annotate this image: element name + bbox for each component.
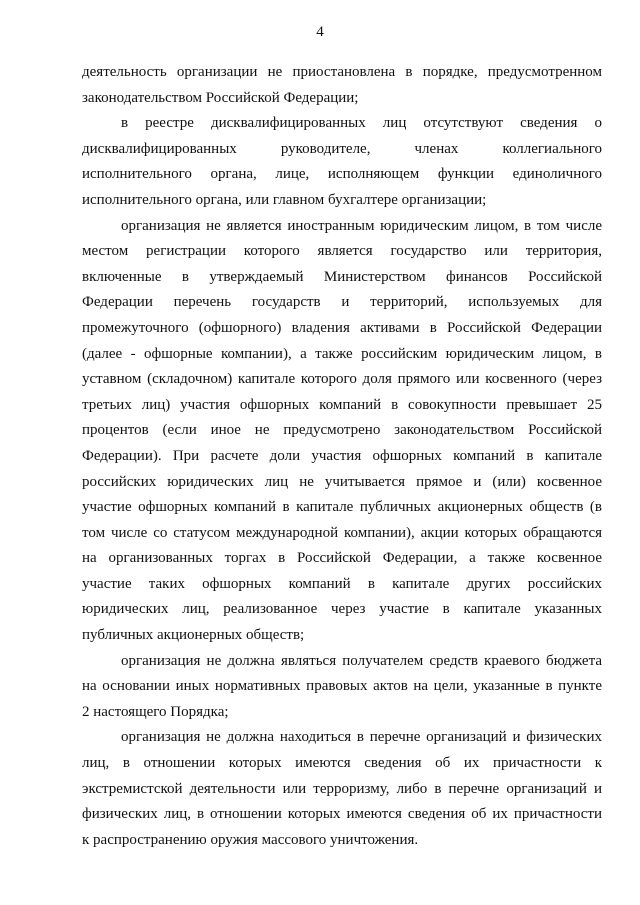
text-line: том числе со статусом международной компании), акции которых обращаются — [82, 524, 602, 541]
text-line: на организованных торгах в Российской Федерации, а также косвенное — [82, 550, 602, 567]
text-line: физических лиц, в отношении которых имеются сведения об их причастности — [82, 806, 602, 823]
text-line: публичных акционерных обществ; — [82, 627, 305, 644]
text-line: включенные в утверждаемый Министерством финансов Российской — [82, 268, 602, 285]
page-number: 4 — [316, 24, 324, 40]
text-line: 2 настоящего Порядка; — [82, 703, 229, 720]
paragraph — [82, 214, 602, 649]
text-line: экстремистской деятельности или терроризму, либо в перечне организаций и — [82, 780, 602, 797]
document-body — [82, 60, 602, 853]
text-line: организация не должна находиться в перечне организаций и физических — [121, 729, 602, 746]
text-line: исполнительного органа, лице, исполняющем функции единоличного — [82, 166, 602, 183]
text-line: в реестре дисквалифицированных лиц отсутствуют сведения о — [121, 115, 602, 132]
text-line: процентов (если иное не предусмотрено законодательством Российской — [82, 422, 602, 439]
text-line: участие офшорных компаний в капитале публичных акционерных обществ (в — [82, 499, 602, 516]
text-line: к распространению оружия массового уничтожения. — [82, 831, 419, 848]
text-line: (далее - офшорные компании), а также российским юридическим лицом, в — [82, 345, 602, 362]
text-line: юридических лиц, реализованное через участие в капитале указанных — [82, 601, 602, 618]
text-line: организация не должна являться получателем средств краевого бюджета — [121, 652, 602, 669]
text-line: местом регистрации которого является государство или территория, — [82, 243, 602, 260]
text-line: Федерации перечень государств и территорий, используемых для — [82, 294, 602, 311]
text-line: Федерации). При расчете доли участия офшорных компаний в капитале — [82, 447, 602, 464]
text-line: российских юридических лиц не учитывается прямое и (или) косвенное — [82, 473, 602, 490]
paragraph — [82, 725, 602, 853]
text-line: промежуточного (офшорного) владения активами в Российской Федерации — [82, 319, 602, 336]
text-line: дисквалифицированных руководителе, членах коллегиального — [82, 140, 602, 157]
text-line: уставном (складочном) капитале которого доля прямого или косвенного (через — [82, 371, 602, 388]
text-line: на основании иных нормативных правовых актов на цели, указанные в пункте — [82, 678, 602, 695]
text-line: третьих лиц) участия офшорных компаний в совокупности превышает 25 — [82, 396, 602, 413]
text-line: участие таких офшорных компаний в капитале других российских — [82, 575, 602, 592]
text-line: организация не является иностранным юридическим лицом, в том числе — [121, 217, 602, 234]
text-line: законодательством Российской Федерации; — [82, 89, 359, 106]
text-line: лиц, в отношении которых имеются сведения об их причастности к — [82, 755, 602, 772]
text-line: исполнительного органа, или главном бухгалтере организации; — [82, 191, 487, 208]
paragraph — [82, 649, 602, 726]
paragraph — [82, 60, 602, 111]
paragraph — [82, 111, 602, 213]
text-line: деятельность организации не приостановлена в порядке, предусмотренном — [82, 64, 602, 80]
